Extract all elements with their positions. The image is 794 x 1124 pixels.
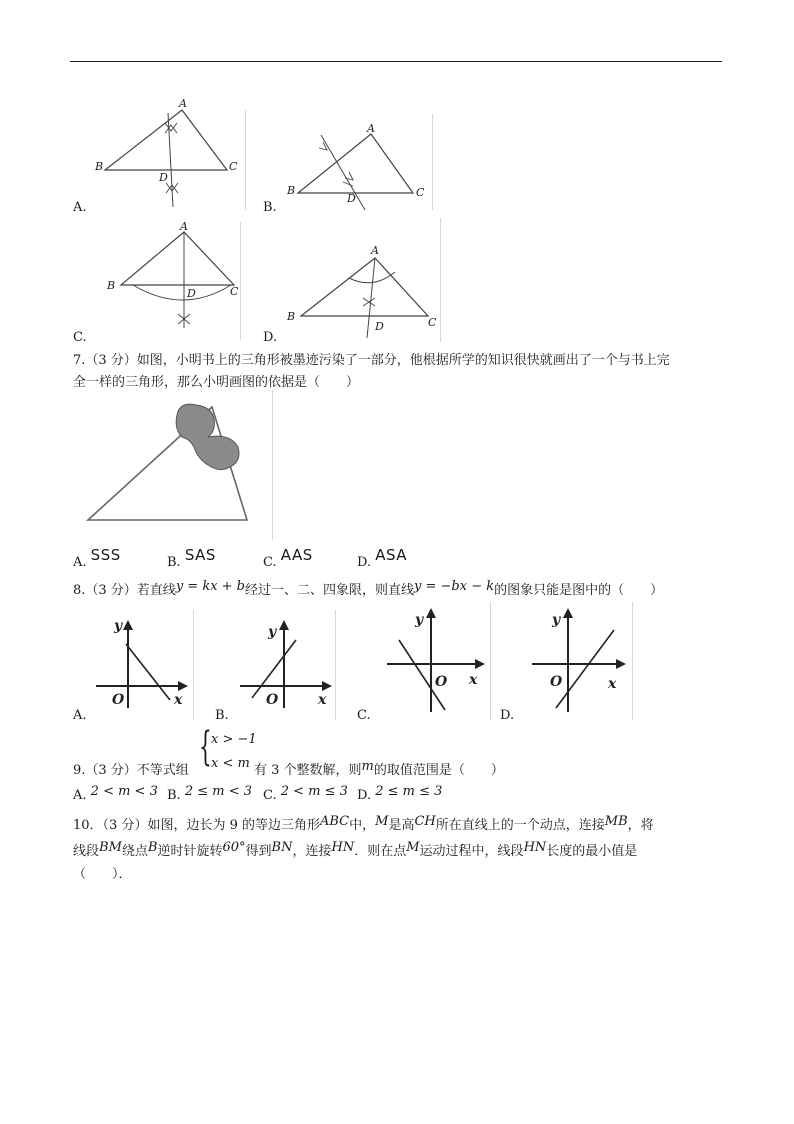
q8-eq2: y = −bx − k xyxy=(414,579,495,594)
label-B: B xyxy=(107,279,116,292)
svg-text:x: x xyxy=(469,672,478,688)
label-C: C xyxy=(230,285,239,298)
q9-option-d: D. 2 ≤ m ≤ 3 xyxy=(357,784,443,803)
svg-text:O: O xyxy=(266,692,279,708)
header-rule xyxy=(70,61,722,62)
q9-option-a: A. 2 < m < 3 xyxy=(73,784,158,803)
q9-option-b: B. 2 ≤ m < 3 xyxy=(167,784,253,803)
label-B: B xyxy=(287,184,296,197)
q8-graph-c xyxy=(383,600,493,715)
svg-text:O: O xyxy=(112,692,125,708)
q6-option-b: B. xyxy=(263,200,277,215)
q6-figure-a xyxy=(95,95,245,210)
divider xyxy=(440,218,441,342)
svg-text:y: y xyxy=(114,618,123,634)
divider xyxy=(193,610,194,720)
q6-figure-b xyxy=(283,120,433,215)
label-D: D xyxy=(187,287,196,300)
label-B: B xyxy=(287,310,296,323)
q6-figure-d xyxy=(283,240,443,340)
q6-option-d: D. xyxy=(263,330,278,345)
svg-text:O: O xyxy=(550,674,563,690)
q7-option-d: D. ASA xyxy=(357,546,408,570)
svg-text:y: y xyxy=(415,612,424,628)
q7-stained-triangle-figure xyxy=(80,395,280,530)
q7-option-c: C. AAS xyxy=(263,546,313,570)
label-C: C xyxy=(428,316,437,329)
label-C: C xyxy=(416,186,425,199)
svg-text:O: O xyxy=(435,674,448,690)
label-D: D xyxy=(159,171,168,184)
q10-stem-line3: （ ）． xyxy=(73,867,132,882)
svg-text:y: y xyxy=(552,612,561,628)
q8-graph-a xyxy=(92,612,192,712)
q7-stem-line1: 7.（3 分）如图，小明书上的三角形被墨迹污染了一部分，他根据所学的知识很快就画出了一个与书上完 xyxy=(73,353,670,368)
q7-stem-line2: 全一样的三角形，那么小明画图的依据是（ ） xyxy=(73,375,360,390)
q9-ineq1: x > −1 xyxy=(211,732,257,747)
q10-stem-line2: 线段BM绕点B逆时针旋转60°得到BN，连接HN．则在点M运动过程中，线段HN长度的最小值是 xyxy=(73,840,638,859)
q8-eq1: y = kx + b xyxy=(175,579,246,594)
q8-option-d: D. xyxy=(500,708,515,723)
q7-option-a: A. SSS xyxy=(73,546,121,570)
divider xyxy=(335,610,336,720)
divider xyxy=(632,602,633,720)
q9-option-c: C. 2 < m ≤ 3 xyxy=(263,784,348,803)
q9-stem: 有 3 个整数解，则m的取值范围是（ ） xyxy=(254,759,504,778)
svg-text:y: y xyxy=(268,624,277,640)
label-D: D xyxy=(375,320,384,333)
label-A: A xyxy=(180,220,188,233)
label-B: B xyxy=(95,160,104,173)
q9-ineq2: x < m xyxy=(211,756,250,771)
label-A: A xyxy=(179,97,187,110)
svg-text:x: x xyxy=(174,692,183,708)
q9-brace: { xyxy=(199,724,212,770)
divider xyxy=(490,602,491,720)
divider xyxy=(240,222,241,340)
q6-figure-c xyxy=(103,220,248,330)
q6-option-c: C. xyxy=(73,330,87,345)
svg-text:x: x xyxy=(608,676,617,692)
q9-stem-prefix: 9.（3 分）不等式组 xyxy=(73,763,189,778)
divider xyxy=(432,114,433,210)
divider xyxy=(245,110,246,210)
svg-text:x: x xyxy=(318,692,327,708)
q8-graph-d xyxy=(528,600,638,715)
q6-option-a: A. xyxy=(73,200,87,215)
divider xyxy=(272,390,273,540)
q8-option-a: A. xyxy=(73,708,87,723)
q8-option-b: B. xyxy=(215,708,229,723)
label-A: A xyxy=(371,244,379,257)
label-C: C xyxy=(229,160,238,173)
label-A: A xyxy=(367,122,375,135)
q7-option-b: B. SAS xyxy=(167,546,216,570)
label-D: D xyxy=(347,192,356,205)
q8-graph-b xyxy=(236,612,336,712)
q10-stem-line1: 10．（3 分）如图，边长为 9 的等边三角形ABC中，M是高CH所在直线上的一个动点，连接MB，将 xyxy=(73,814,654,833)
q8-stem: 8.（3 分）若直线y = kx + b经过一、二、四象限，则直线y = −bx − k的图象只能是图中的（ ） xyxy=(73,579,664,598)
q8-option-c: C. xyxy=(357,708,371,723)
